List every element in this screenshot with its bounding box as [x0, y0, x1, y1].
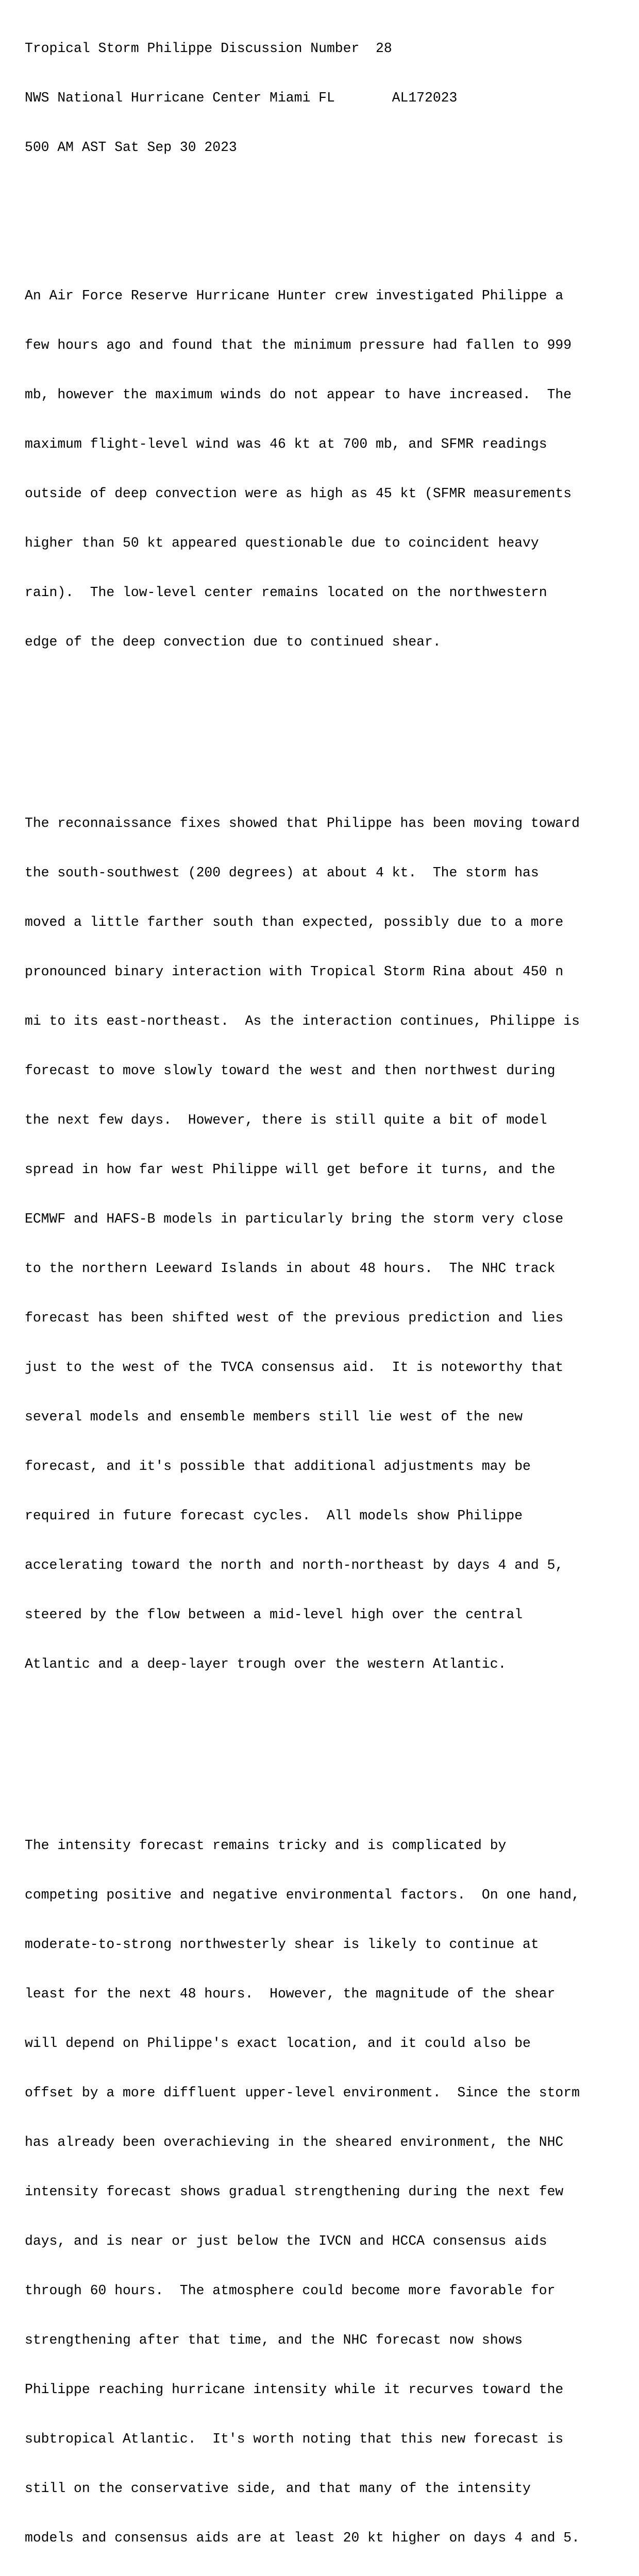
- text-line: mi to its east-northeast. As the interaction continues, Philippe is: [25, 1013, 580, 1029]
- paragraph-recon: [25, 255, 580, 683]
- text-line: to the northern Leeward Islands in about 48 hours. The NHC track: [25, 1261, 556, 1276]
- text-line: rain). The low-level center remains located on the northwestern: [25, 585, 547, 600]
- spacer: [25, 189, 580, 205]
- text-line: offset by a more diffluent upper-level environment. Since the storm: [25, 2085, 580, 2100]
- text-line: forecast has been shifted west of the previous prediction and lies: [25, 1310, 564, 1326]
- text-line: strengthening after that time, and the NHC forecast now shows: [25, 2332, 523, 2348]
- text-line: moderate-to-strong northwesterly shear is likely to continue at: [25, 1937, 539, 1952]
- text-line: ECMWF and HAFS-B models in particularly bring the storm very close: [25, 1211, 564, 1227]
- text-line: days, and is near or just below the IVCN and HCCA consensus aids: [25, 2233, 547, 2249]
- text-line: intensity forecast shows gradual strengthening during the next few: [25, 2184, 564, 2199]
- issue-time: 500 AM AST Sat Sep 30 2023: [25, 140, 237, 155]
- text-line: least for the next 48 hours. However, the magnitude of the shear: [25, 1986, 556, 2002]
- text-line: forecast to move slowly toward the west and then northwest during: [25, 1063, 556, 1078]
- text-line: few hours ago and found that the minimum pressure had fallen to 999: [25, 337, 572, 353]
- text-line: will depend on Philippe's exact location, and it could also be: [25, 2036, 531, 2051]
- issuing-office: NWS National Hurricane Center Miami FL AL172023: [25, 90, 458, 106]
- text-line: forecast, and it's possible that additional adjustments may be: [25, 1459, 531, 1474]
- paragraph-track: [25, 782, 580, 1705]
- text-line: several models and ensemble members still lie west of the new: [25, 1409, 523, 1425]
- text-line: Philippe reaching hurricane intensity while it recurves toward the: [25, 2382, 564, 2397]
- text-line: accelerating toward the north and north-northeast by days 4 and 5,: [25, 1557, 564, 1573]
- text-line: maximum flight-level wind was 46 kt at 700 mb, and SFMR readings: [25, 436, 547, 452]
- text-line: outside of deep convection were as high as 45 kt (SFMR measurements: [25, 486, 572, 501]
- text-line: The intensity forecast remains tricky and is complicated by: [25, 1838, 507, 1853]
- text-line: the next few days. However, there is still quite a bit of model: [25, 1112, 547, 1128]
- spacer: [25, 1738, 580, 1755]
- text-line: required in future forecast cycles. All models show Philippe: [25, 1508, 523, 1523]
- text-line: models and consensus aids are at least 20 kt higher on days 4 and 5.: [25, 2530, 580, 2546]
- text-line: higher than 50 kt appeared questionable due to coincident heavy: [25, 535, 539, 551]
- discussion-document: [25, 7, 580, 2576]
- text-line: subtropical Atlantic. It's worth noting that this new forecast is: [25, 2431, 564, 2447]
- text-line: pronounced binary interaction with Tropical Storm Rina about 450 n: [25, 964, 564, 979]
- text-line: An Air Force Reserve Hurricane Hunter crew investigated Philippe a: [25, 288, 564, 303]
- text-line: Atlantic and a deep-layer trough over the western Atlantic.: [25, 1656, 507, 1672]
- text-line: just to the west of the TVCA consensus aid. It is noteworthy that: [25, 1360, 564, 1375]
- paragraph-intensity: [25, 1804, 580, 2576]
- text-line: through 60 hours. The atmosphere could become more favorable for: [25, 2283, 556, 2298]
- text-line: The reconnaissance fixes showed that Philippe has been moving toward: [25, 816, 580, 831]
- text-line: the south-southwest (200 degrees) at about 4 kt. The storm has: [25, 865, 539, 880]
- text-line: edge of the deep convection due to continued shear.: [25, 634, 441, 650]
- text-line: still on the conservative side, and that many of the intensity: [25, 2481, 531, 2496]
- text-line: moved a little farther south than expected, possibly due to a more: [25, 914, 564, 930]
- text-line: spread in how far west Philippe will get before it turns, and the: [25, 1162, 556, 1177]
- discussion-title: Tropical Storm Philippe Discussion Number 28: [25, 41, 392, 56]
- text-line: steered by the flow between a mid-level high over the central: [25, 1607, 523, 1622]
- text-line: mb, however the maximum winds do not appear to have increased. The: [25, 387, 572, 402]
- text-line: has already been overachieving in the sheared environment, the NHC: [25, 2134, 564, 2150]
- text-line: competing positive and negative environmental factors. On one hand,: [25, 1887, 580, 1903]
- spacer: [25, 716, 580, 733]
